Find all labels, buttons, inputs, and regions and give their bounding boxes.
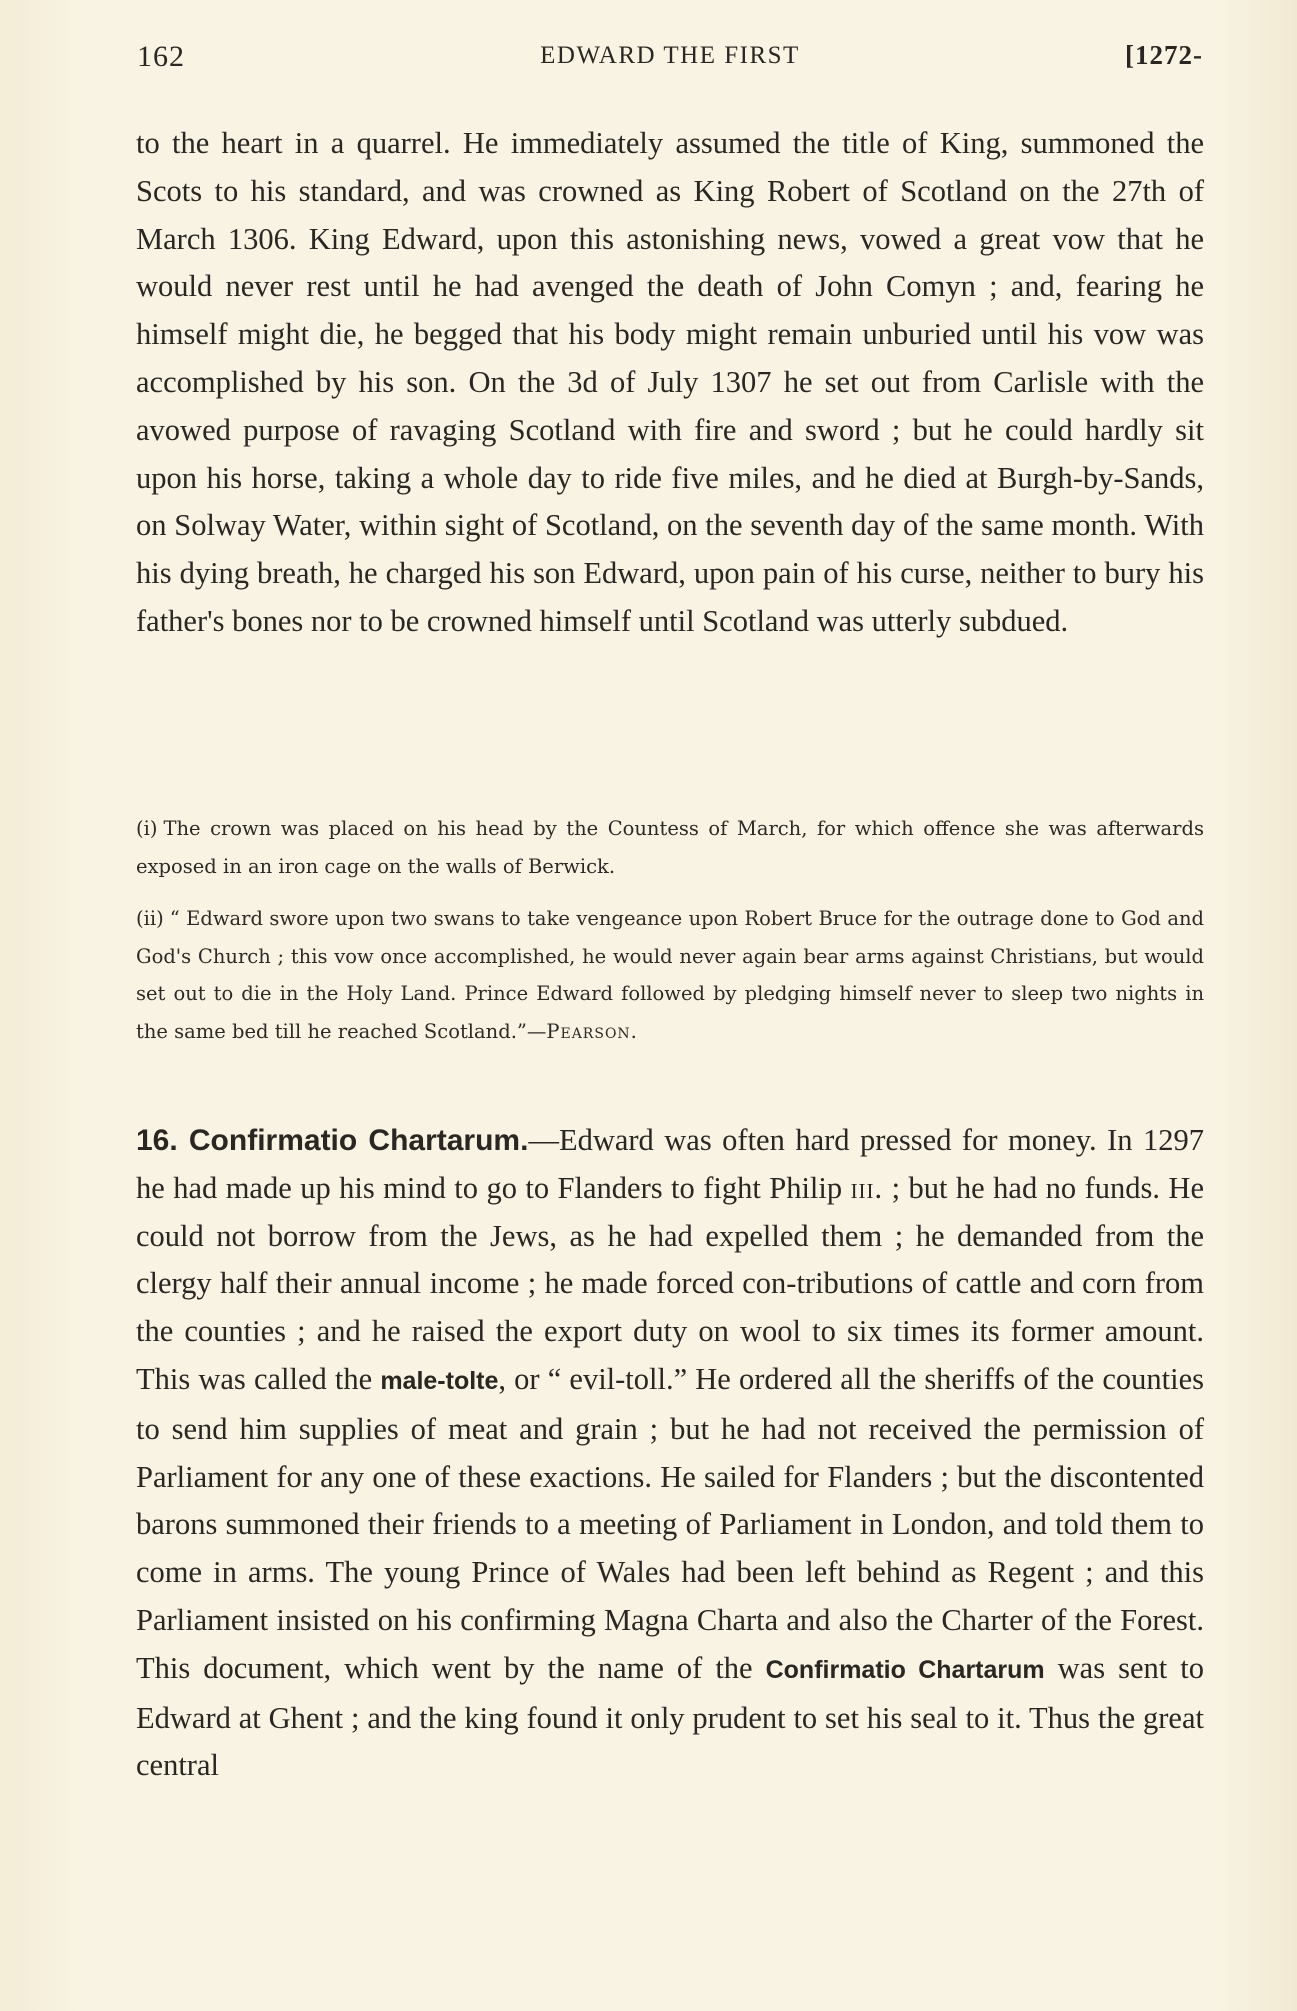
term-male-tolte: male-tolte xyxy=(380,1366,499,1395)
footnote-text: “ Edward swore upon two swans to take vengeance upon Robert Bruce for the outrage done to God and God's Church ; this vow once accomplished, he would never again bear arms against Christians, but would set out to die in the Holy Land. Prince Edward followed by pledging himself never to sleep two nights in the same bed till he reached Scotland.”— xyxy=(136,907,1204,1043)
footnote-number: (ii) xyxy=(136,907,164,930)
running-header xyxy=(137,40,1203,80)
year-range: [1272- xyxy=(1125,40,1203,70)
footnote-number: (i) xyxy=(136,817,158,840)
footnote-text: The crown was placed on his head by the Countess of March, for which offence she was afterwards exposed in an iron cage on the walls of Berwick. xyxy=(136,817,1204,878)
section-text-intro: —Edward was often hard pressed for money. In 1297 he had made up his mind to go to Flanders to fight Philip xyxy=(136,1123,1204,1205)
roman-numeral: iii. xyxy=(850,1170,884,1205)
page-number: 162 xyxy=(137,40,185,73)
term-confirmatio-chartarum: Confirmatio Chartarum xyxy=(765,1655,1045,1684)
footnote-1 xyxy=(136,810,1204,885)
section-text-a: ; but he had no funds. He could not borrow from the Jews, as he had expelled them ; he demanded from the clergy half their annual income ; he made forced con-tributions of cattle and corn from the counties ; and he raised the export duty on wool to six times its former amount. This was called the xyxy=(136,1170,1204,1396)
paragraph-main: to the heart in a quarrel. He immediately assumed the title of King, summoned the Scots to his standard, and was crowned as King Robert of Scotland on the 27th of March 1306. King Edward, upon this astonishing news, vowed a great vow that he would never rest until he had avenged the death of John Comyn ; and, fearing he himself might die, he begged that his body might remain unburied until his vow was accomplished by his son. On the 3d of July 1307 he set out from Carlisle with the avowed purpose of ravaging Scotland with fire and sword ; but he could hardly sit upon his horse, taking a whole day to ride five miles, and he died at Burgh-by-Sands, on Solway Water, within sight of Scotland, on the seventh day of the same month. With his dying breath, he charged his son Edward, upon pain of his curse, neither to bury his father's bones nor to be crowned himself until Scotland was utterly subdued. xyxy=(136,126,1204,638)
footnote-2 xyxy=(136,900,1204,1050)
running-title: EDWARD THE FIRST xyxy=(540,42,800,69)
section-heading: 16. Confirmatio Chartarum. xyxy=(136,1124,529,1157)
footnote-attribution: Pearson. xyxy=(546,1019,638,1043)
section-text-c: was sent to Edward at Ghent ; and the king found it only prudent to set his seal to it. Thus the great central xyxy=(136,1650,1204,1783)
section-text-b: , or “ evil-toll.” He ordered all the sheriffs of the counties to send him supplies of meat and grain ; but he had not received the permission of Parliament for any one of these exactions. He sailed for Flanders ; but the discontented barons summoned their friends to a meeting of Parliament in London, and told them to come in arms. The young Prince of Wales had been left behind as Regent ; and this Parliament insisted on his confirming Magna Charta and also the Charter of the Forest. This document, which went by the name of the xyxy=(136,1361,1204,1685)
section-16-paragraph xyxy=(136,1117,1204,1790)
